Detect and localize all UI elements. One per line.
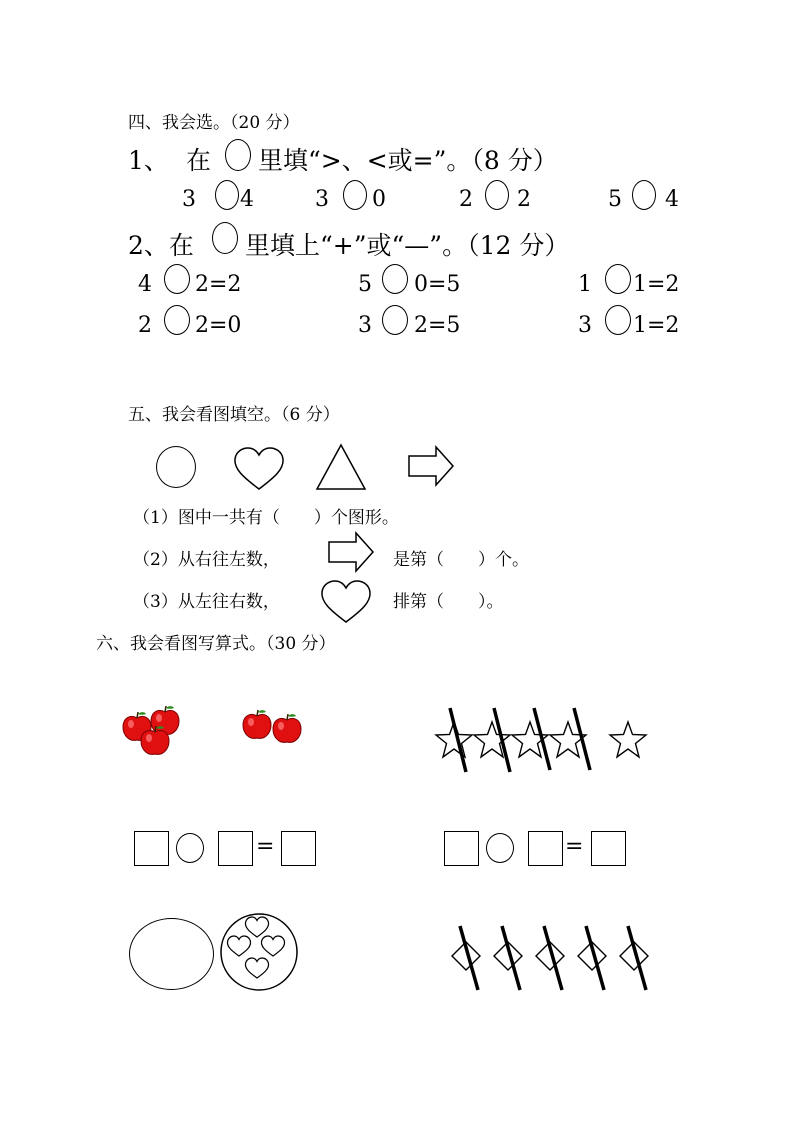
q2-item-left: 5: [358, 272, 372, 297]
compare-circle-input[interactable]: [485, 180, 509, 210]
answer-circle-icon: [225, 139, 251, 171]
answer-circle-icon: [212, 222, 238, 254]
q1-item-left: 3: [315, 187, 329, 212]
q1-middle: 在: [186, 146, 212, 175]
circle-shape: [156, 446, 196, 488]
q2-instruction: 里填上“+”或“—”。（12 分）: [245, 231, 570, 260]
sign-circle-input[interactable]: [382, 305, 408, 335]
q1-instruction: 里填“>、<或=”。（8 分）: [258, 146, 558, 175]
q2-item-left: 1: [578, 272, 592, 297]
answer-box[interactable]: [134, 831, 169, 866]
heart-shape: [233, 447, 285, 491]
q2-item-left: 3: [358, 313, 372, 338]
q1-item-right: 4: [240, 187, 254, 212]
answer-box[interactable]: [444, 831, 479, 866]
compare-circle-input[interactable]: [632, 180, 656, 210]
q2-item-right: 2=2: [195, 272, 242, 297]
hearts-in-circle-picture: [219, 912, 301, 994]
q2-item-right: 1=2: [633, 272, 680, 297]
compare-circle-input[interactable]: [343, 180, 367, 210]
q2-item-left: 2: [138, 313, 152, 338]
answer-box[interactable]: [591, 831, 626, 866]
answer-box[interactable]: [528, 831, 563, 866]
crossed-diamonds-picture: [448, 924, 660, 994]
sign-circle-input[interactable]: [605, 305, 631, 335]
section-6-title: 六、我会看图写算式。（30 分）: [96, 634, 336, 654]
arrow-shape: [408, 446, 454, 486]
q2-item-right: 2=5: [414, 313, 461, 338]
q1-prefix: 1、: [128, 146, 169, 175]
sign-circle-input[interactable]: [382, 264, 408, 294]
operator-circle-input[interactable]: [176, 833, 204, 863]
apples-picture: [120, 696, 310, 758]
triangle-shape: [316, 444, 366, 490]
section-5-q2-prefix: （2）从右往左数，: [133, 550, 280, 570]
q1-item-left: 5: [608, 187, 622, 212]
q2-prefix: 2、在: [128, 231, 194, 260]
q1-item-right: 0: [372, 187, 386, 212]
section-5-q2-suffix: 是第（ ）个。: [393, 550, 529, 570]
equals-sign: =: [565, 834, 584, 859]
crossed-stars-picture: [434, 706, 654, 776]
section-5-q3-suffix: 排第（ ）。: [393, 592, 504, 612]
heart-icon: [320, 580, 372, 624]
empty-oval: [129, 918, 214, 990]
q1-item-right: 4: [665, 187, 679, 212]
sign-circle-input[interactable]: [164, 305, 190, 335]
answer-box[interactable]: [218, 831, 253, 866]
compare-circle-input[interactable]: [215, 180, 239, 210]
section-5-title: 五、我会看图填空。（6 分）: [128, 405, 340, 425]
q2-item-left: 3: [578, 313, 592, 338]
q2-item-left: 4: [138, 272, 152, 297]
q1-item-right: 2: [517, 187, 531, 212]
q2-item-right: 2=0: [195, 313, 242, 338]
sign-circle-input[interactable]: [164, 264, 190, 294]
arrow-icon: [328, 532, 374, 572]
q1-item-left: 3: [182, 187, 196, 212]
q2-item-right: 0=5: [414, 272, 461, 297]
q1-item-left: 2: [459, 187, 473, 212]
answer-box[interactable]: [281, 831, 316, 866]
sign-circle-input[interactable]: [605, 264, 631, 294]
equals-sign: =: [256, 834, 275, 859]
section-5-q3-prefix: （3）从左往右数，: [133, 592, 280, 612]
section-4-title: 四、我会选。（20 分）: [128, 113, 300, 133]
operator-circle-input[interactable]: [486, 833, 514, 863]
section-5-q1: （1）图中一共有（ ）个图形。: [133, 508, 399, 528]
q2-item-right: 1=2: [633, 313, 680, 338]
